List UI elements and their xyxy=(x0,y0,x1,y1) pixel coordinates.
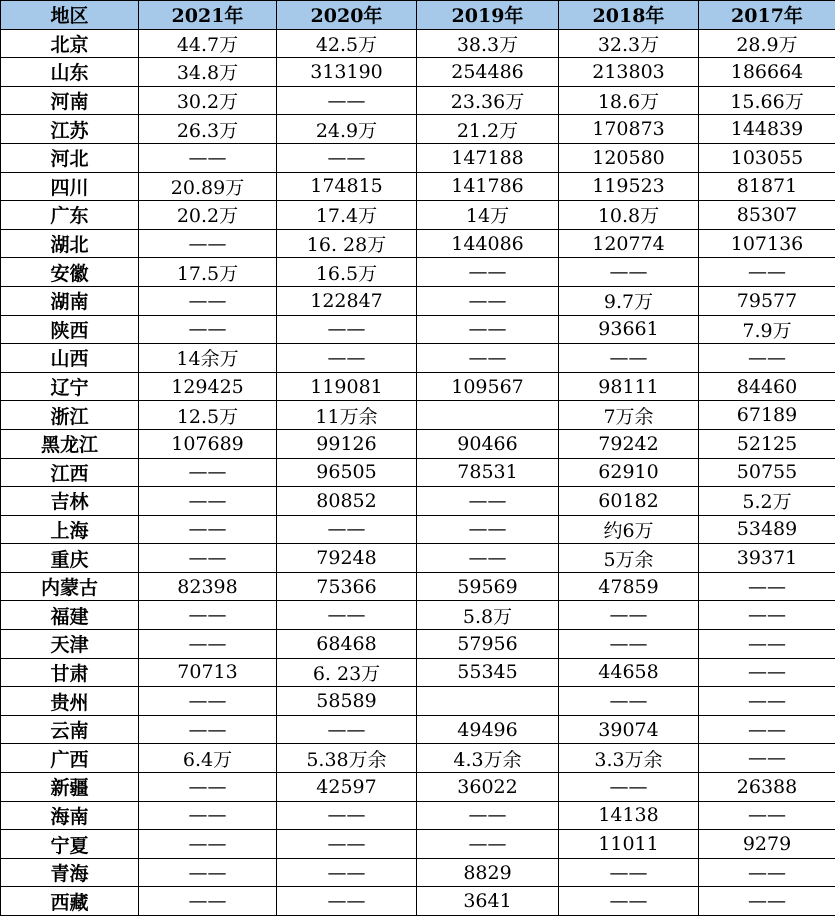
region-cell: 山西 xyxy=(1,344,139,373)
value-cell: —— xyxy=(277,601,417,630)
value-cell xyxy=(417,401,559,430)
region-cell: 重庆 xyxy=(1,544,139,573)
table-row xyxy=(1,344,835,373)
value-cell: 120580 xyxy=(559,143,699,172)
region-cell: 湖北 xyxy=(1,229,139,258)
value-cell: —— xyxy=(417,487,559,516)
region-cell: 青海 xyxy=(1,858,139,887)
value-cell: 10.8万 xyxy=(559,201,699,230)
value-cell: —— xyxy=(139,515,277,544)
header-row xyxy=(1,1,835,30)
table-header xyxy=(1,1,835,30)
value-cell: —— xyxy=(417,258,559,287)
region-cell: 广西 xyxy=(1,744,139,773)
value-cell: —— xyxy=(417,344,559,373)
value-cell: 21.2万 xyxy=(417,115,559,144)
value-cell: 109567 xyxy=(417,372,559,401)
value-cell: 58589 xyxy=(277,687,417,716)
value-cell: 39074 xyxy=(559,715,699,744)
value-cell: —— xyxy=(699,630,835,659)
value-cell: 17.5万 xyxy=(139,258,277,287)
value-cell: 42597 xyxy=(277,773,417,802)
value-cell: —— xyxy=(559,858,699,887)
value-cell: 96505 xyxy=(277,458,417,487)
value-cell: —— xyxy=(559,773,699,802)
value-cell: 11万余 xyxy=(277,401,417,430)
table-row xyxy=(1,115,835,144)
value-cell: —— xyxy=(277,143,417,172)
value-cell: 174815 xyxy=(277,172,417,201)
value-cell: —— xyxy=(139,315,277,344)
table-row xyxy=(1,29,835,58)
region-cell: 河北 xyxy=(1,143,139,172)
table-row xyxy=(1,515,835,544)
region-cell: 河南 xyxy=(1,86,139,115)
table-row xyxy=(1,801,835,830)
value-cell: 20.2万 xyxy=(139,201,277,230)
region-cell: 吉林 xyxy=(1,487,139,516)
value-cell: 78531 xyxy=(417,458,559,487)
region-cell: 云南 xyxy=(1,715,139,744)
value-cell: 57956 xyxy=(417,630,559,659)
value-cell: 67189 xyxy=(699,401,835,430)
region-cell: 内蒙古 xyxy=(1,572,139,601)
value-cell: 62910 xyxy=(559,458,699,487)
value-cell: —— xyxy=(277,315,417,344)
value-cell: —— xyxy=(277,344,417,373)
table-row xyxy=(1,830,835,859)
table-row xyxy=(1,86,835,115)
value-cell: —— xyxy=(139,487,277,516)
table-row xyxy=(1,458,835,487)
value-cell: 24.9万 xyxy=(277,115,417,144)
value-cell: 141786 xyxy=(417,172,559,201)
value-cell: —— xyxy=(277,715,417,744)
value-cell: —— xyxy=(559,630,699,659)
value-cell: 79242 xyxy=(559,429,699,458)
column-header-year: 2019年 xyxy=(417,1,559,30)
value-cell: 9.7万 xyxy=(559,286,699,315)
value-cell: 79577 xyxy=(699,286,835,315)
value-cell: 50755 xyxy=(699,458,835,487)
value-cell: —— xyxy=(139,887,277,916)
region-cell: 上海 xyxy=(1,515,139,544)
region-cell: 陕西 xyxy=(1,315,139,344)
region-cell: 新疆 xyxy=(1,773,139,802)
value-cell: 5万余 xyxy=(559,544,699,573)
value-cell: —— xyxy=(139,715,277,744)
table-row xyxy=(1,858,835,887)
value-cell: 12.5万 xyxy=(139,401,277,430)
value-cell: 15.66万 xyxy=(699,86,835,115)
value-cell: 170873 xyxy=(559,115,699,144)
value-cell: —— xyxy=(559,887,699,916)
table-row xyxy=(1,572,835,601)
value-cell: —— xyxy=(699,687,835,716)
value-cell: 约6万 xyxy=(559,515,699,544)
region-cell: 天津 xyxy=(1,630,139,659)
value-cell: 119081 xyxy=(277,372,417,401)
column-header-year: 2018年 xyxy=(559,1,699,30)
value-cell: 4.3万余 xyxy=(417,744,559,773)
value-cell: 313190 xyxy=(277,58,417,87)
value-cell: 11011 xyxy=(559,830,699,859)
column-header-year: 2021年 xyxy=(139,1,277,30)
value-cell: 38.3万 xyxy=(417,29,559,58)
region-cell: 福建 xyxy=(1,601,139,630)
value-cell: 93661 xyxy=(559,315,699,344)
value-cell: —— xyxy=(139,830,277,859)
value-cell: —— xyxy=(277,86,417,115)
value-cell: 17.4万 xyxy=(277,201,417,230)
value-cell: 80852 xyxy=(277,487,417,516)
value-cell: 122847 xyxy=(277,286,417,315)
value-cell: 213803 xyxy=(559,58,699,87)
value-cell: 7.9万 xyxy=(699,315,835,344)
value-cell: 60182 xyxy=(559,487,699,516)
value-cell: —— xyxy=(699,601,835,630)
value-cell: 144086 xyxy=(417,229,559,258)
value-cell: —— xyxy=(699,344,835,373)
table-row xyxy=(1,429,835,458)
value-cell: 81871 xyxy=(699,172,835,201)
table-row xyxy=(1,201,835,230)
value-cell: 3641 xyxy=(417,887,559,916)
table-row xyxy=(1,172,835,201)
value-cell: 26.3万 xyxy=(139,115,277,144)
table-row xyxy=(1,315,835,344)
value-cell: 6.4万 xyxy=(139,744,277,773)
value-cell: —— xyxy=(559,258,699,287)
column-header-year: 2017年 xyxy=(699,1,835,30)
region-cell: 黑龙江 xyxy=(1,429,139,458)
value-cell: 103055 xyxy=(699,143,835,172)
value-cell: —— xyxy=(699,572,835,601)
value-cell: 16. 28万 xyxy=(277,229,417,258)
region-cell: 江西 xyxy=(1,458,139,487)
region-cell: 广东 xyxy=(1,201,139,230)
value-cell: —— xyxy=(699,744,835,773)
value-cell: 20.89万 xyxy=(139,172,277,201)
region-cell: 贵州 xyxy=(1,687,139,716)
value-cell: 6. 23万 xyxy=(277,658,417,687)
value-cell: —— xyxy=(139,544,277,573)
region-cell: 安徽 xyxy=(1,258,139,287)
value-cell: 7万余 xyxy=(559,401,699,430)
value-cell: 34.8万 xyxy=(139,58,277,87)
value-cell: 90466 xyxy=(417,429,559,458)
region-cell: 西藏 xyxy=(1,887,139,916)
value-cell: 14138 xyxy=(559,801,699,830)
value-cell: —— xyxy=(277,887,417,916)
value-cell: —— xyxy=(559,601,699,630)
value-cell: 14余万 xyxy=(139,344,277,373)
region-cell: 浙江 xyxy=(1,401,139,430)
value-cell: 5.8万 xyxy=(417,601,559,630)
value-cell: 186664 xyxy=(699,58,835,87)
table-row xyxy=(1,401,835,430)
value-cell: —— xyxy=(417,515,559,544)
value-cell: 55345 xyxy=(417,658,559,687)
value-cell: —— xyxy=(277,830,417,859)
table-row xyxy=(1,687,835,716)
region-cell: 辽宁 xyxy=(1,372,139,401)
value-cell: —— xyxy=(699,858,835,887)
table-row xyxy=(1,143,835,172)
value-cell: 68468 xyxy=(277,630,417,659)
value-cell: 79248 xyxy=(277,544,417,573)
value-cell: —— xyxy=(139,601,277,630)
region-cell: 山东 xyxy=(1,58,139,87)
value-cell: 147188 xyxy=(417,143,559,172)
table-body xyxy=(1,29,835,915)
value-cell: 14万 xyxy=(417,201,559,230)
value-cell: 36022 xyxy=(417,773,559,802)
value-cell: —— xyxy=(277,858,417,887)
value-cell: 26388 xyxy=(699,773,835,802)
value-cell: 16.5万 xyxy=(277,258,417,287)
value-cell: 107136 xyxy=(699,229,835,258)
value-cell: 98111 xyxy=(559,372,699,401)
table-row xyxy=(1,372,835,401)
value-cell: —— xyxy=(139,858,277,887)
value-cell: —— xyxy=(417,315,559,344)
value-cell: 18.6万 xyxy=(559,86,699,115)
region-cell: 海南 xyxy=(1,801,139,830)
value-cell: —— xyxy=(139,458,277,487)
value-cell: 28.9万 xyxy=(699,29,835,58)
value-cell: —— xyxy=(699,658,835,687)
table-row xyxy=(1,229,835,258)
table-row xyxy=(1,658,835,687)
value-cell: 39371 xyxy=(699,544,835,573)
value-cell: 3.3万余 xyxy=(559,744,699,773)
value-cell: 5.2万 xyxy=(699,487,835,516)
table-row xyxy=(1,58,835,87)
value-cell: 70713 xyxy=(139,658,277,687)
value-cell: 107689 xyxy=(139,429,277,458)
value-cell: —— xyxy=(559,687,699,716)
region-cell: 甘肃 xyxy=(1,658,139,687)
value-cell: 99126 xyxy=(277,429,417,458)
region-cell: 宁夏 xyxy=(1,830,139,859)
value-cell: —— xyxy=(417,544,559,573)
value-cell: —— xyxy=(277,515,417,544)
value-cell: 49496 xyxy=(417,715,559,744)
table-row xyxy=(1,487,835,516)
value-cell: 23.36万 xyxy=(417,86,559,115)
value-cell: —— xyxy=(139,773,277,802)
value-cell: —— xyxy=(699,715,835,744)
value-cell: —— xyxy=(417,830,559,859)
value-cell: —— xyxy=(417,286,559,315)
column-header-region: 地区 xyxy=(1,1,139,30)
value-cell: —— xyxy=(699,887,835,916)
table-row xyxy=(1,601,835,630)
value-cell: —— xyxy=(417,801,559,830)
value-cell: 119523 xyxy=(559,172,699,201)
value-cell: 254486 xyxy=(417,58,559,87)
value-cell: 44658 xyxy=(559,658,699,687)
region-cell: 湖南 xyxy=(1,286,139,315)
value-cell: 9279 xyxy=(699,830,835,859)
region-cell: 江苏 xyxy=(1,115,139,144)
value-cell: 120774 xyxy=(559,229,699,258)
value-cell: —— xyxy=(699,258,835,287)
value-cell: —— xyxy=(139,143,277,172)
value-cell: —— xyxy=(699,801,835,830)
value-cell: —— xyxy=(139,687,277,716)
table-row xyxy=(1,544,835,573)
region-cell: 北京 xyxy=(1,29,139,58)
column-header-year: 2020年 xyxy=(277,1,417,30)
value-cell: —— xyxy=(139,801,277,830)
table-row xyxy=(1,258,835,287)
value-cell: 32.3万 xyxy=(559,29,699,58)
value-cell: 8829 xyxy=(417,858,559,887)
table-row xyxy=(1,887,835,916)
value-cell: —— xyxy=(139,630,277,659)
value-cell: 75366 xyxy=(277,572,417,601)
table-row xyxy=(1,715,835,744)
value-cell: 47859 xyxy=(559,572,699,601)
value-cell: 129425 xyxy=(139,372,277,401)
table-row xyxy=(1,773,835,802)
region-cell: 四川 xyxy=(1,172,139,201)
table-row xyxy=(1,744,835,773)
value-cell: 53489 xyxy=(699,515,835,544)
value-cell: 84460 xyxy=(699,372,835,401)
value-cell: —— xyxy=(277,801,417,830)
value-cell: 59569 xyxy=(417,572,559,601)
table-row xyxy=(1,630,835,659)
value-cell: —— xyxy=(139,286,277,315)
value-cell: —— xyxy=(559,344,699,373)
table-row xyxy=(1,286,835,315)
value-cell: 42.5万 xyxy=(277,29,417,58)
value-cell: 30.2万 xyxy=(139,86,277,115)
value-cell xyxy=(417,687,559,716)
value-cell: —— xyxy=(139,229,277,258)
value-cell: 44.7万 xyxy=(139,29,277,58)
value-cell: 52125 xyxy=(699,429,835,458)
value-cell: 144839 xyxy=(699,115,835,144)
value-cell: 82398 xyxy=(139,572,277,601)
value-cell: 5.38万余 xyxy=(277,744,417,773)
value-cell: 85307 xyxy=(699,201,835,230)
